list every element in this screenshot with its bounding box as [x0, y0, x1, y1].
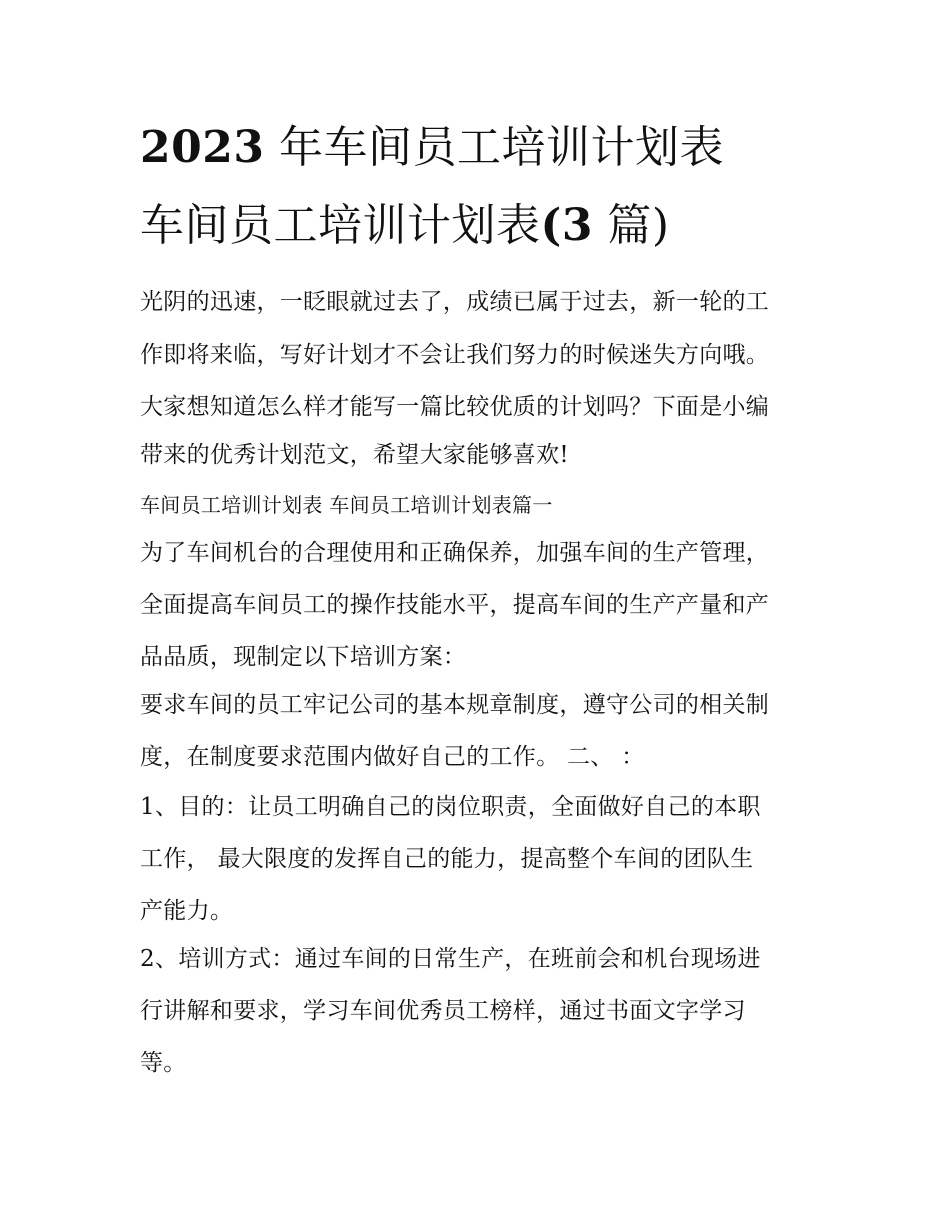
title-year: 2023 — [140, 122, 265, 173]
page-title-line-1 — [140, 118, 724, 178]
subtitle-tail: 篇) — [592, 200, 670, 251]
section-heading: 车间员工培训计划表 车间员工培训计划表篇一 — [140, 493, 553, 517]
paragraph-line: 带来的优秀计划范文，希望大家能够喜欢! — [140, 442, 569, 468]
paragraph-line: 工作， 最大限度的发挥自己的能力，提高整个车间的团队生 — [140, 846, 754, 872]
subtitle-text: 车间员工培训计划表 — [140, 200, 541, 251]
paragraph-line: 品品质，现制定以下培训方案： — [140, 644, 467, 670]
paragraph-line: 大家想知道怎么样才能写一篇比较优质的计划吗？下面是小编 — [140, 394, 770, 420]
title-text: 年车间员工培训计划表 — [264, 122, 724, 173]
paragraph-line: 全面提高车间员工的操作技能水平，提高车间的生产产量和产 — [140, 592, 770, 618]
paragraph-line: 2、培训方式：通过车间的日常生产，在班前会和机台现场进 — [140, 946, 761, 972]
paragraph-line: 作即将来临，写好计划才不会让我们努力的时候迷失方向哦。 — [140, 342, 770, 368]
page-title-line-2 — [140, 196, 670, 256]
paragraph-line: 产能力。 — [140, 898, 234, 924]
subtitle-count: (3 — [540, 200, 593, 251]
paragraph-line: 要求车间的员工牢记公司的基本规章制度，遵守公司的相关制 — [140, 692, 770, 718]
paragraph-line: 光阴的迅速，一眨眼就过去了，成绩已属于过去，新一轮的工 — [140, 289, 770, 315]
paragraph-line: 为了车间机台的合理使用和正确保养，加强车间的生产管理， — [140, 540, 770, 566]
paragraph-line: 1、目的：让员工明确自己的岗位职责，全面做好自己的本职 — [140, 794, 761, 820]
paragraph-line: 等。 — [140, 1050, 187, 1076]
paragraph-line: 度，在制度要求范围内做好自己的工作。 二、 ： — [140, 744, 645, 770]
paragraph-line: 行讲解和要求，学习车间优秀员工榜样，通过书面文字学习 — [140, 998, 746, 1024]
